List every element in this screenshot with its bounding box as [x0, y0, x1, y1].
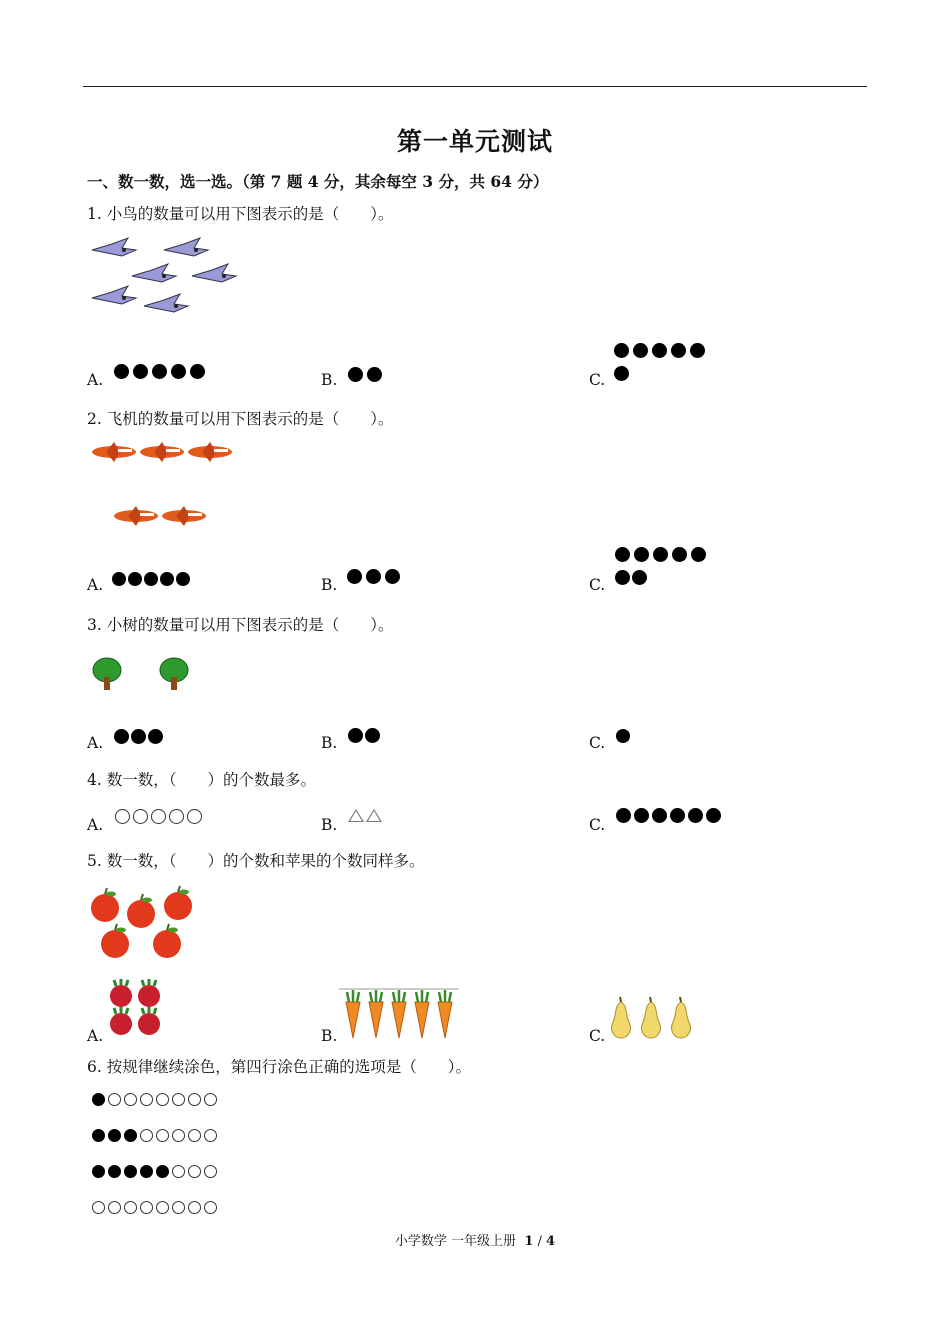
carrot-icon: [369, 990, 383, 1038]
radish-icon: [110, 1007, 132, 1035]
filled-dot: [706, 808, 721, 823]
q1-option-c-dots-row2: [614, 366, 629, 381]
airplane-icon: [162, 506, 206, 526]
filled-dot: [108, 1165, 121, 1178]
filled-dot: [176, 572, 190, 586]
airplane-icon: [188, 442, 232, 462]
q5-option-a-radishes: [106, 978, 168, 1040]
q4-option-c-label: C.: [589, 816, 606, 834]
carrot-icon: [392, 990, 406, 1038]
pear-icon: [672, 997, 691, 1038]
airplane-icon: [92, 442, 136, 462]
q4-option-a-label: A.: [87, 816, 104, 834]
question-2: 2. 飞机的数量可以用下图表示的是（ ）。: [87, 410, 394, 428]
hollow-dot: [115, 809, 130, 824]
filled-dot: [124, 1129, 137, 1142]
hollow-dot: [124, 1201, 137, 1214]
hollow-dot: [140, 1201, 153, 1214]
page-title: 第一单元测试: [396, 127, 553, 156]
hollow-dot: [204, 1201, 217, 1214]
q5-option-c-label: C.: [589, 1027, 606, 1045]
filled-dot: [690, 343, 705, 358]
q5-option-a-label: A.: [87, 1027, 104, 1045]
hollow-dot: [140, 1093, 153, 1106]
question-1: 1. 小鸟的数量可以用下图表示的是（ ）。: [87, 205, 394, 223]
hollow-dot: [204, 1165, 217, 1178]
page-footer: [0, 1230, 950, 1249]
filled-dot: [114, 364, 129, 379]
filled-dot: [614, 343, 629, 358]
q5-option-b-label: B.: [321, 1027, 338, 1045]
filled-dot: [156, 1165, 169, 1178]
q1-option-a-dots: [114, 364, 205, 379]
hollow-dot: [156, 1129, 169, 1142]
carrot-icon: [438, 990, 452, 1038]
radish-icon: [138, 1007, 160, 1035]
footer-subject: 小学数学 一年级上册: [394, 1234, 517, 1249]
filled-dot: [92, 1093, 105, 1106]
q5-option-c-pears: [606, 996, 698, 1040]
filled-dot: [347, 569, 362, 584]
triangle-icon: [348, 809, 364, 822]
filled-dot: [652, 808, 667, 823]
filled-dot: [140, 1165, 153, 1178]
filled-dot: [671, 343, 686, 358]
filled-dot: [133, 364, 148, 379]
q2-option-a-dots: [112, 572, 190, 586]
filled-dot: [385, 569, 400, 584]
filled-dot: [365, 728, 380, 743]
q3-option-c-dots: [616, 729, 630, 743]
q1-option-b-dots: [348, 367, 382, 382]
bird-icon: [144, 294, 188, 312]
filled-dot: [366, 569, 381, 584]
hollow-dot: [169, 809, 184, 824]
filled-dot: [114, 729, 129, 744]
section-heading: 一、数一数，选一选。（第 7 题 4 分，其余每空 3 分，共 64 分）: [87, 172, 549, 191]
filled-dot: [615, 547, 630, 562]
q4-option-a-shapes: [115, 809, 202, 824]
filled-dot: [128, 572, 142, 586]
hollow-dot: [92, 1201, 105, 1214]
q6-row-1: [92, 1093, 217, 1106]
q6-row-3: [92, 1165, 217, 1178]
radish-icon: [110, 979, 132, 1007]
filled-dot: [633, 343, 648, 358]
filled-dot: [691, 547, 706, 562]
q2-option-a-label: A.: [87, 576, 104, 594]
filled-dot: [131, 729, 146, 744]
filled-dot: [367, 367, 382, 382]
pear-icon: [612, 997, 631, 1038]
apple-icon: [127, 894, 155, 928]
q2-option-c-dots-row2: [615, 570, 647, 585]
q2-option-c-label: C.: [589, 576, 606, 594]
hollow-dot: [204, 1129, 217, 1142]
filled-dot: [653, 547, 668, 562]
filled-dot: [108, 1129, 121, 1142]
filled-dot: [652, 343, 667, 358]
carrot-icon: [415, 990, 429, 1038]
filled-dot: [672, 547, 687, 562]
filled-dot: [190, 364, 205, 379]
filled-dot: [152, 364, 167, 379]
q1-option-c-dots-row1: [614, 343, 705, 358]
q2-option-c-dots-row1: [615, 547, 706, 562]
q3-option-b-dots: [348, 728, 380, 743]
filled-dot: [688, 808, 703, 823]
bird-icon: [92, 286, 136, 304]
bird-icon: [132, 264, 176, 282]
q5-option-b-carrots: [339, 988, 459, 1040]
filled-dot: [92, 1129, 105, 1142]
question-6: 6. 按规律继续涂色，第四行涂色正确的选项是（ ）。: [87, 1058, 471, 1076]
hollow-dot: [140, 1129, 153, 1142]
q3-option-b-label: B.: [321, 734, 338, 752]
hollow-dot: [204, 1093, 217, 1106]
filled-dot: [634, 808, 649, 823]
carrot-icon: [346, 990, 360, 1038]
filled-dot: [92, 1165, 105, 1178]
q1-option-a-label: A.: [87, 371, 104, 389]
filled-dot: [616, 729, 630, 743]
q1-option-c-label: C.: [589, 371, 606, 389]
hollow-dot: [172, 1093, 185, 1106]
bird-group: [88, 234, 243, 324]
apple-icon: [101, 924, 129, 958]
tree-group: [90, 655, 200, 695]
q1-option-b-label: B.: [321, 371, 338, 389]
hollow-dot: [151, 809, 166, 824]
q4-option-b-shapes: [348, 809, 382, 822]
triangle-icon: [366, 809, 382, 822]
hollow-dot: [156, 1093, 169, 1106]
q3-option-c-label: C.: [589, 734, 606, 752]
hollow-dot: [172, 1129, 185, 1142]
filled-dot: [144, 572, 158, 586]
filled-dot: [614, 366, 629, 381]
filled-dot: [148, 729, 163, 744]
airplane-icon: [114, 506, 158, 526]
question-4: 4. 数一数，（ ）的个数最多。: [87, 771, 316, 789]
pear-icon: [642, 997, 661, 1038]
hollow-dot: [187, 809, 202, 824]
hollow-dot: [133, 809, 148, 824]
q2-option-b-dots: [347, 569, 400, 584]
hollow-dot: [172, 1165, 185, 1178]
bird-icon: [192, 264, 236, 282]
footer-page-number: 1: [524, 1234, 534, 1249]
footer-separator: /: [537, 1234, 542, 1249]
apple-icon: [153, 924, 181, 958]
question-3: 3. 小树的数量可以用下图表示的是（ ）。: [87, 616, 394, 634]
hollow-dot: [188, 1165, 201, 1178]
hollow-dot: [108, 1201, 121, 1214]
bird-icon: [92, 238, 136, 256]
filled-dot: [616, 808, 631, 823]
question-5: 5. 数一数，（ ）的个数和苹果的个数同样多。: [87, 852, 425, 870]
airplane-group: [90, 438, 240, 533]
bird-icon: [164, 238, 208, 256]
tree-icon: [160, 658, 188, 690]
filled-dot: [632, 570, 647, 585]
filled-dot: [634, 547, 649, 562]
filled-dot: [112, 572, 126, 586]
footer-page-total: 4: [546, 1234, 556, 1249]
apple-icon: [91, 888, 119, 922]
apple-icon: [164, 886, 192, 920]
q3-option-a-dots: [114, 729, 163, 744]
hollow-dot: [188, 1093, 201, 1106]
filled-dot: [171, 364, 186, 379]
hollow-dot: [188, 1129, 201, 1142]
hollow-dot: [188, 1201, 201, 1214]
q6-row-4: [92, 1201, 217, 1214]
q6-row-2: [92, 1129, 217, 1142]
filled-dot: [160, 572, 174, 586]
filled-dot: [348, 367, 363, 382]
q3-option-a-label: A.: [87, 734, 104, 752]
filled-dot: [615, 570, 630, 585]
filled-dot: [124, 1165, 137, 1178]
q4-option-b-label: B.: [321, 816, 338, 834]
q2-option-b-label: B.: [321, 576, 338, 594]
tree-icon: [93, 658, 121, 690]
header-rule: [83, 86, 867, 87]
filled-dot: [348, 728, 363, 743]
filled-dot: [670, 808, 685, 823]
hollow-dot: [172, 1201, 185, 1214]
radish-icon: [138, 979, 160, 1007]
hollow-dot: [124, 1093, 137, 1106]
hollow-dot: [156, 1201, 169, 1214]
apple-group: [88, 884, 198, 962]
airplane-icon: [140, 442, 184, 462]
hollow-dot: [108, 1093, 121, 1106]
q4-option-c-shapes: [616, 808, 721, 823]
